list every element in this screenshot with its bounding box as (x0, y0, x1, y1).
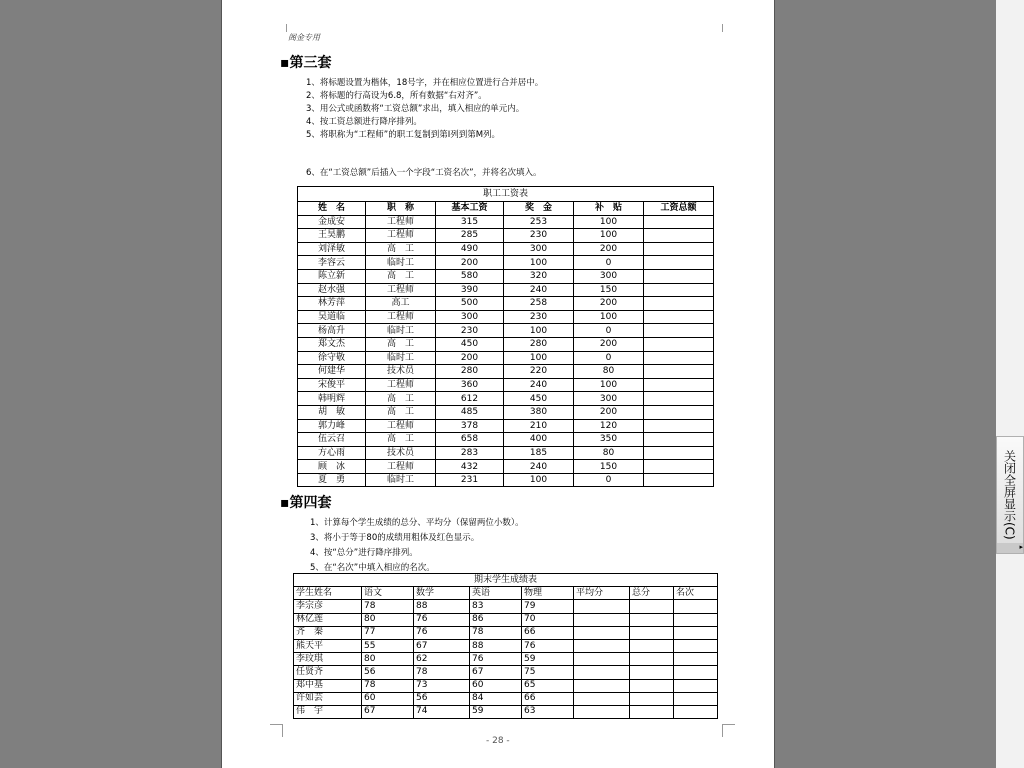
table-cell[interactable]: 315 (436, 215, 504, 229)
table-row (298, 392, 714, 406)
table-cell[interactable] (644, 324, 714, 338)
table-cell[interactable]: 283 (436, 446, 504, 460)
table-cell[interactable]: 顾 冰 (298, 460, 366, 474)
table-cell[interactable]: 300 (504, 242, 574, 256)
table-cell[interactable]: 郭力峰 (298, 419, 366, 433)
table-cell[interactable] (644, 446, 714, 460)
table-cell[interactable]: 350 (574, 433, 644, 447)
table-cell[interactable]: 工程师 (366, 310, 436, 324)
table-cell[interactable]: 李容云 (298, 256, 366, 270)
table-cell[interactable] (644, 473, 714, 487)
table-row (298, 433, 714, 447)
score-table-header-cell[interactable]: 总分 (630, 587, 674, 600)
table-cell[interactable]: 何建华 (298, 365, 366, 379)
chevron-right-icon: ▸ (997, 543, 1023, 553)
table-cell[interactable]: 63 (522, 705, 574, 718)
table-cell[interactable]: 200 (574, 297, 644, 311)
table-cell[interactable] (630, 639, 674, 652)
instruction-4-4: 5、在“名次”中填入相应的名次。 (310, 563, 435, 573)
table-cell[interactable]: 80 (362, 653, 414, 666)
table-cell[interactable]: 59 (470, 705, 522, 718)
close-fullscreen-label: 关闭全屏显示(C) (1002, 450, 1017, 540)
table-row (294, 679, 718, 692)
table-cell[interactable]: 100 (574, 378, 644, 392)
page-number: - 28 - (486, 736, 510, 746)
table-cell[interactable]: 临时工 (366, 473, 436, 487)
table-cell[interactable]: 240 (504, 283, 574, 297)
margin-corner-top-left (274, 24, 287, 32)
table-cell[interactable]: 76 (414, 626, 470, 639)
table-cell[interactable]: 120 (574, 419, 644, 433)
table-row (298, 256, 714, 270)
table-cell[interactable]: 临时工 (366, 324, 436, 338)
table-cell[interactable]: 临时工 (366, 256, 436, 270)
table-cell[interactable]: 方心雨 (298, 446, 366, 460)
table-row (294, 705, 718, 718)
table-cell[interactable] (674, 613, 718, 626)
table-row (294, 692, 718, 705)
score-table-caption-row (294, 574, 718, 587)
table-cell[interactable]: 300 (574, 392, 644, 406)
table-cell[interactable]: 杨高升 (298, 324, 366, 338)
table-cell[interactable] (630, 600, 674, 613)
table-cell[interactable]: 高 工 (366, 269, 436, 283)
table-cell[interactable] (574, 705, 630, 718)
table-cell[interactable] (644, 269, 714, 283)
table-cell[interactable]: 工程师 (366, 378, 436, 392)
score-table-header-cell[interactable]: 平均分 (574, 587, 630, 600)
table-cell[interactable]: 485 (436, 405, 504, 419)
table-cell[interactable] (674, 692, 718, 705)
table-cell[interactable]: 390 (436, 283, 504, 297)
table-cell[interactable]: 100 (574, 310, 644, 324)
table-cell[interactable]: 60 (470, 679, 522, 692)
instruction-3-2: 2、将标题的行高设为6.8，所有数据“右对齐”。 (306, 91, 487, 101)
table-cell[interactable]: 金成安 (298, 215, 366, 229)
table-cell[interactable]: 工程师 (366, 215, 436, 229)
table-cell[interactable]: 任贤齐 (294, 666, 362, 679)
close-fullscreen-button[interactable] (996, 436, 1024, 554)
salary-table-header-cell[interactable]: 基本工资 (436, 202, 504, 216)
salary-table-header-cell[interactable]: 姓 名 (298, 202, 366, 216)
table-cell[interactable]: 150 (574, 460, 644, 474)
table-cell[interactable]: 技术员 (366, 446, 436, 460)
table-cell[interactable]: 450 (436, 337, 504, 351)
score-table-header-row (294, 587, 718, 600)
table-cell[interactable] (644, 242, 714, 256)
table-cell[interactable] (644, 337, 714, 351)
score-table (293, 573, 718, 719)
table-cell[interactable]: 伟 宇 (294, 705, 362, 718)
table-cell[interactable] (644, 419, 714, 433)
table-cell[interactable]: 75 (522, 666, 574, 679)
table-cell[interactable]: 徐守敬 (298, 351, 366, 365)
table-cell[interactable]: 580 (436, 269, 504, 283)
table-cell[interactable] (644, 405, 714, 419)
table-cell[interactable] (674, 653, 718, 666)
table-row (298, 310, 714, 324)
table-cell[interactable] (644, 283, 714, 297)
table-row (298, 283, 714, 297)
table-cell[interactable]: 高 工 (366, 242, 436, 256)
table-row (298, 365, 714, 379)
table-cell[interactable]: 60 (362, 692, 414, 705)
table-row (298, 324, 714, 338)
table-cell[interactable]: 100 (504, 256, 574, 270)
table-cell[interactable] (644, 378, 714, 392)
table-cell[interactable] (674, 626, 718, 639)
table-cell[interactable]: 工程师 (366, 460, 436, 474)
table-cell[interactable]: 0 (574, 256, 644, 270)
salary-table (297, 186, 714, 487)
table-cell[interactable] (574, 613, 630, 626)
table-cell[interactable] (644, 215, 714, 229)
table-cell[interactable]: 100 (574, 229, 644, 243)
table-cell[interactable]: 62 (414, 653, 470, 666)
table-cell[interactable] (644, 256, 714, 270)
table-row (298, 269, 714, 283)
table-cell[interactable]: 100 (504, 324, 574, 338)
table-row (298, 297, 714, 311)
table-cell[interactable] (644, 392, 714, 406)
section-4-title: ▪第四套 (280, 495, 332, 511)
table-cell[interactable]: 80 (574, 365, 644, 379)
table-cell[interactable]: 450 (504, 392, 574, 406)
table-cell[interactable]: 0 (574, 473, 644, 487)
table-cell[interactable]: 78 (470, 626, 522, 639)
table-cell[interactable]: 工程师 (366, 229, 436, 243)
table-cell[interactable]: 500 (436, 297, 504, 311)
document-page (221, 0, 775, 768)
table-cell[interactable]: 73 (414, 679, 470, 692)
table-cell[interactable]: 韩明辉 (298, 392, 366, 406)
table-cell[interactable]: 李玟琪 (294, 653, 362, 666)
table-cell[interactable]: 许如芸 (294, 692, 362, 705)
margin-corner-top-right (722, 24, 735, 32)
table-cell[interactable]: 231 (436, 473, 504, 487)
table-cell[interactable] (630, 626, 674, 639)
table-cell[interactable]: 熊天平 (294, 639, 362, 652)
table-cell[interactable]: 0 (574, 351, 644, 365)
table-cell[interactable] (630, 666, 674, 679)
instruction-3-4: 4、按工资总额进行降序排列。 (306, 117, 422, 127)
table-cell[interactable]: 70 (522, 613, 574, 626)
table-cell[interactable] (630, 705, 674, 718)
table-cell[interactable]: 240 (504, 378, 574, 392)
table-cell[interactable] (644, 365, 714, 379)
table-cell[interactable]: 612 (436, 392, 504, 406)
table-row (298, 419, 714, 433)
table-cell[interactable]: 56 (414, 692, 470, 705)
table-cell[interactable]: 宋俊平 (298, 378, 366, 392)
table-cell[interactable]: 300 (574, 269, 644, 283)
table-row (298, 242, 714, 256)
table-cell[interactable] (574, 600, 630, 613)
table-cell[interactable] (674, 639, 718, 652)
score-table-caption[interactable]: 期末学生成绩表 (294, 574, 718, 587)
table-cell[interactable]: 185 (504, 446, 574, 460)
table-cell[interactable] (574, 626, 630, 639)
table-cell[interactable] (630, 692, 674, 705)
score-table-header-cell[interactable]: 学生姓名 (294, 587, 362, 600)
table-row (294, 626, 718, 639)
table-cell[interactable]: 79 (522, 600, 574, 613)
table-cell[interactable]: 高 工 (366, 405, 436, 419)
table-cell[interactable]: 郑中基 (294, 679, 362, 692)
table-cell[interactable]: 0 (574, 324, 644, 338)
table-cell[interactable]: 伍云召 (298, 433, 366, 447)
table-cell[interactable]: 230 (504, 310, 574, 324)
instruction-3-1: 1、将标题设置为楷体，18号字，并在相应位置进行合并居中。 (306, 78, 544, 88)
table-cell[interactable] (644, 460, 714, 474)
score-table-header-cell[interactable]: 语文 (362, 587, 414, 600)
table-cell[interactable]: 56 (362, 666, 414, 679)
table-cell[interactable]: 59 (522, 653, 574, 666)
table-cell[interactable]: 285 (436, 229, 504, 243)
table-cell[interactable] (674, 679, 718, 692)
table-cell[interactable]: 76 (470, 653, 522, 666)
table-cell[interactable]: 300 (436, 310, 504, 324)
table-cell[interactable]: 200 (436, 256, 504, 270)
table-cell[interactable]: 67 (470, 666, 522, 679)
right-scroll-area (996, 0, 1024, 768)
instruction-3-5: 5、将职称为“工程师”的职工复制到第I列到第M列。 (306, 130, 501, 140)
table-cell[interactable] (630, 613, 674, 626)
table-cell[interactable]: 郑文杰 (298, 337, 366, 351)
table-cell[interactable]: 工程师 (366, 283, 436, 297)
table-cell[interactable]: 200 (574, 242, 644, 256)
table-cell[interactable]: 高工 (366, 297, 436, 311)
table-cell[interactable] (574, 639, 630, 652)
table-cell[interactable]: 280 (436, 365, 504, 379)
table-cell[interactable]: 83 (470, 600, 522, 613)
score-table-header-cell[interactable]: 物理 (522, 587, 574, 600)
table-cell[interactable]: 55 (362, 639, 414, 652)
table-cell[interactable] (674, 666, 718, 679)
table-cell[interactable]: 76 (414, 613, 470, 626)
table-cell[interactable]: 工程师 (366, 419, 436, 433)
table-cell[interactable] (574, 679, 630, 692)
table-cell[interactable] (644, 310, 714, 324)
table-cell[interactable]: 77 (362, 626, 414, 639)
table-cell[interactable]: 赵水强 (298, 283, 366, 297)
table-cell[interactable] (574, 692, 630, 705)
table-row (294, 613, 718, 626)
score-table-header-cell[interactable]: 数学 (414, 587, 470, 600)
table-cell[interactable]: 76 (522, 639, 574, 652)
table-cell[interactable]: 432 (436, 460, 504, 474)
salary-table-caption-row (298, 187, 714, 202)
table-row (298, 446, 714, 460)
salary-table-header-cell[interactable]: 奖 金 (504, 202, 574, 216)
table-cell[interactable]: 280 (504, 337, 574, 351)
table-cell[interactable] (644, 229, 714, 243)
salary-table-header-row (298, 202, 714, 216)
table-cell[interactable]: 林芳萍 (298, 297, 366, 311)
salary-table-header-cell[interactable]: 职 称 (366, 202, 436, 216)
table-cell[interactable]: 技术员 (366, 365, 436, 379)
table-cell[interactable]: 临时工 (366, 351, 436, 365)
table-cell[interactable]: 86 (470, 613, 522, 626)
table-cell[interactable]: 78 (362, 679, 414, 692)
table-row (298, 215, 714, 229)
table-cell[interactable]: 378 (436, 419, 504, 433)
table-cell[interactable]: 100 (504, 473, 574, 487)
table-cell[interactable]: 658 (436, 433, 504, 447)
table-cell[interactable]: 胡 敏 (298, 405, 366, 419)
salary-table-header-cell[interactable]: 补 贴 (574, 202, 644, 216)
table-cell[interactable]: 150 (574, 283, 644, 297)
table-cell[interactable]: 80 (574, 446, 644, 460)
instruction-3-6: 6、在“工资总额”后插入一个字段“工资名次”，并将名次填入。 (306, 168, 542, 178)
table-cell[interactable]: 84 (470, 692, 522, 705)
table-cell[interactable]: 67 (414, 639, 470, 652)
table-cell[interactable] (630, 653, 674, 666)
table-cell[interactable]: 高 工 (366, 392, 436, 406)
table-cell[interactable]: 200 (436, 351, 504, 365)
table-cell[interactable]: 380 (504, 405, 574, 419)
table-row (298, 405, 714, 419)
table-cell[interactable]: 陈立新 (298, 269, 366, 283)
table-cell[interactable]: 66 (522, 626, 574, 639)
table-cell[interactable]: 65 (522, 679, 574, 692)
table-cell[interactable] (574, 666, 630, 679)
table-row (298, 229, 714, 243)
table-cell[interactable]: 67 (362, 705, 414, 718)
table-cell[interactable]: 320 (504, 269, 574, 283)
score-table-header-cell[interactable]: 名次 (674, 587, 718, 600)
table-cell[interactable]: 夏 勇 (298, 473, 366, 487)
table-cell[interactable]: 吴道临 (298, 310, 366, 324)
table-cell[interactable]: 230 (504, 229, 574, 243)
table-row (294, 639, 718, 652)
table-cell[interactable]: 240 (504, 460, 574, 474)
table-cell[interactable]: 66 (522, 692, 574, 705)
table-cell[interactable]: 88 (414, 600, 470, 613)
table-cell[interactable]: 220 (504, 365, 574, 379)
table-cell[interactable]: 高 工 (366, 337, 436, 351)
table-cell[interactable]: 齐 秦 (294, 626, 362, 639)
table-cell[interactable]: 258 (504, 297, 574, 311)
instruction-4-3: 4、按“总分”进行降序排列。 (310, 548, 418, 558)
table-cell[interactable]: 400 (504, 433, 574, 447)
table-cell[interactable] (674, 705, 718, 718)
instruction-4-1: 1、计算每个学生成绩的总分、平均分（保留两位小数）。 (310, 518, 524, 528)
table-cell[interactable]: 253 (504, 215, 574, 229)
table-cell[interactable] (644, 433, 714, 447)
salary-table-header-cell[interactable]: 工资总额 (644, 202, 714, 216)
table-cell[interactable]: 林亿莲 (294, 613, 362, 626)
table-cell[interactable] (644, 297, 714, 311)
table-row (298, 460, 714, 474)
table-row (294, 666, 718, 679)
instruction-4-2: 3、将小于等于80的成绩用粗体及红色显示。 (310, 533, 480, 543)
table-cell[interactable]: 100 (504, 351, 574, 365)
section-3-title: ▪第三套 (280, 55, 332, 71)
table-cell[interactable]: 74 (414, 705, 470, 718)
table-cell[interactable] (674, 600, 718, 613)
table-row (298, 351, 714, 365)
table-cell[interactable]: 200 (574, 337, 644, 351)
score-table-header-cell[interactable]: 英语 (470, 587, 522, 600)
table-row (298, 473, 714, 487)
margin-corner-bottom-right (722, 724, 735, 737)
table-row (294, 600, 718, 613)
table-cell[interactable]: 80 (362, 613, 414, 626)
table-row (294, 653, 718, 666)
table-cell[interactable] (630, 679, 674, 692)
instruction-3-3: 3、用公式或函数将“工资总额”求出，填入相应的单元内。 (306, 104, 525, 114)
table-cell[interactable]: 88 (470, 639, 522, 652)
table-cell[interactable]: 高 工 (366, 433, 436, 447)
table-row (298, 337, 714, 351)
table-cell[interactable]: 210 (504, 419, 574, 433)
table-cell[interactable] (644, 351, 714, 365)
salary-table-caption[interactable]: 职工工资表 (298, 187, 714, 202)
table-cell[interactable]: 刘泽敏 (298, 242, 366, 256)
table-cell[interactable]: 78 (414, 666, 470, 679)
table-cell[interactable]: 230 (436, 324, 504, 338)
margin-corner-bottom-left (270, 724, 283, 737)
table-cell[interactable]: 490 (436, 242, 504, 256)
table-row (298, 378, 714, 392)
table-cell[interactable]: 360 (436, 378, 504, 392)
table-cell[interactable]: 王昊鹏 (298, 229, 366, 243)
table-cell[interactable]: 200 (574, 405, 644, 419)
page-header: 阁金专用 (288, 33, 320, 42)
table-cell[interactable]: 100 (574, 215, 644, 229)
table-cell[interactable]: 李宗彦 (294, 600, 362, 613)
table-cell[interactable] (574, 653, 630, 666)
table-cell[interactable]: 78 (362, 600, 414, 613)
